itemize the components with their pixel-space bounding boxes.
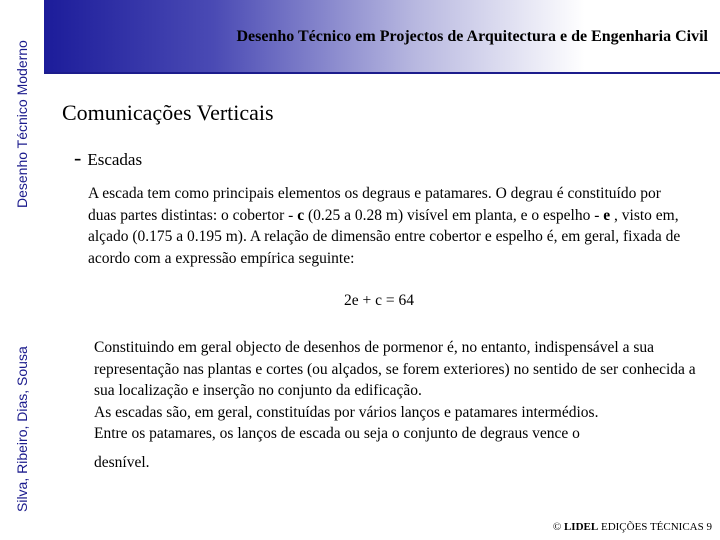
paragraph-text: A escada tem como principais elementos os degraus e patamares. O degrau é constituído por duas partes distintas: o cobertor - [88, 185, 661, 224]
page-number: 9 [706, 521, 712, 533]
paragraph-text: , visto em, alçado (0.175 a 0.195 m). A relação de dimensão entre cobertor e espelho é, em geral, fixada de acordo com a expressão empírica seguinte: [88, 206, 681, 267]
section-title: Comunicações Verticais [62, 100, 274, 125]
header-title: Desenho Técnico em Projectos de Arquitectura e de Engenharia Civil [236, 28, 708, 45]
paragraph-text: desnível. [94, 453, 150, 471]
footer-edition: EDIÇÕES TÉCNICAS [600, 521, 704, 533]
sidebar-title: Desenho Técnico Moderno [14, 40, 30, 208]
footer [553, 521, 712, 533]
sidebar-authors: Silva, Ribeiro, Dias, Sousa [14, 346, 30, 512]
espelho-symbol: e [603, 206, 611, 224]
formula: 2e + c = 64 [344, 292, 414, 309]
paragraph-text: Constituindo em geral objecto de desenhos de pormenor é, no entanto, indispensável a sua representação nas plantas e cortes (ou alçados, se forem exteriores) no sentido de ser conhecida a sua localização e inserção no conjunto da edificação. [94, 339, 696, 399]
cobertor-symbol: c [297, 206, 305, 224]
paragraph-text: As escadas são, em geral, constituídas por vários lanços e patamares intermédios. [94, 403, 599, 421]
footer-brand: LIDEL [563, 521, 599, 533]
paragraph-stairs [94, 337, 704, 473]
paragraph-steps [88, 183, 688, 269]
paragraph-text: (0.25 a 0.28 m) visível em planta, e o espelho - [304, 206, 604, 224]
header-bar [44, 0, 720, 72]
copyright-icon: © [552, 521, 562, 533]
header-divider [44, 72, 720, 74]
paragraph-text: Entre os patamares, os lanços de escada ou seja o conjunto de degraus vence o [94, 425, 580, 442]
bullet-item [74, 145, 142, 171]
bullet-label: Escadas [87, 150, 143, 169]
bullet-dash-icon: - [74, 145, 82, 170]
